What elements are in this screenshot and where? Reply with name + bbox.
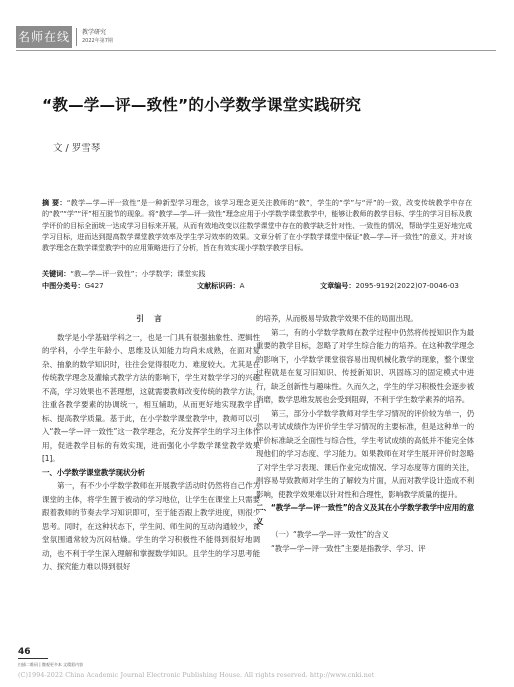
- copyright-notice: (C)1994-2022 China Academic Journal Electronic Publishing House. All rights reserved. http://www.cnki.net: [18, 672, 375, 679]
- paragraph-status-2: 第二，有的小学数学教师在教学过程中仍然将传授知识作为最重要的教学目标，忽略了对学生综合能力的培养。在这种教学理念的影响下，小学数学课堂很容易出现机械化教学的现象，整个课堂过程就是在复习旧知识、传授新知识、巩固练习的固定模式中进行，缺乏创新性与趣味性。久而久之，学生的学习积极性会逐步被消磨，数学思维发展也会受到阻碍，不利于学生数学素养的培养。: [256, 327, 474, 404]
- keywords-text: “教—学—评一致性”；小学数学；课堂实践: [70, 269, 206, 278]
- abstract-label: 摘 要：: [42, 198, 67, 207]
- header-issue: 2022年第7期: [82, 38, 113, 44]
- section-heading-1: 一、小学数学课堂教学现状分析: [42, 467, 145, 477]
- section-heading-intro: 引 言: [136, 314, 166, 323]
- article-number-label: 文章编号：: [320, 281, 356, 290]
- paragraph-status-3: 第三，部分小学数学教师对学生学习情况的评价较为单一，仍然以考试成绩作为评价学生学习情况的主要标准，但是这种单一的评价标准缺乏全面性与综合性，学生考试成绩的高低并不能完全体现他们的学习态度、学习能力。如果教师在对学生展开评价时忽略了对学生学习表现、课后作业完成情况、学习态度等方面的关注，则容易导致教师对学生的了解较为片面，从而对教学设计造成不利影响，使教学效果难以针对性和合理性，影响教学质量的提升。: [256, 408, 474, 499]
- header-divider: [76, 28, 77, 46]
- paragraph-status-1: 第一，有不少小学数学教师在开展教学活动时仍然将自己作为课堂的主体，将学生置于被动的学习地位，让学生在课堂上只需要跟着教师的节奏去学习知识即可，至于能否跟上教学进度，则很少思考。同时，在这种状态下，学生间、师生间的互动沟通较少，课堂氛围通常较为沉闷枯燥。学生的学习积极性不能得到很好地调动，也不利于学生深入理解和掌握数学知识。且学生的学习思考能力、探究能力难以得到很好: [42, 481, 260, 571]
- article-number: [320, 281, 459, 291]
- article-title: “教—学—评—致性”的小学数学课堂实践研究: [42, 96, 362, 114]
- code-value: A: [239, 281, 245, 290]
- page-number: 46: [18, 647, 31, 657]
- subsection-heading-2-1: （一）“教学—学—评一致性”的含义: [271, 530, 389, 539]
- article-meta: [42, 281, 472, 293]
- keywords-label: 关键词：: [42, 269, 71, 278]
- footer-qr-note: 扫描二维码 | 微观更多本 文精彩内容: [18, 662, 84, 667]
- keywords: [42, 269, 205, 279]
- clc-value: G427: [84, 281, 104, 290]
- article-number-value: 2095-9192(2022)07-0046-03: [355, 281, 459, 290]
- clc-number: [42, 281, 104, 291]
- header-column-name: 教学研究: [82, 29, 107, 36]
- code-label: 文献标识码：: [197, 281, 240, 290]
- right-column: [256, 312, 474, 555]
- header-rule: [16, 50, 496, 51]
- intro-paragraph: 数学是小学基础学科之一，也是一门具有很强抽象性、逻辑性的学科，小学生年龄小、思维及认知能力均尚未成熟，在面对复杂、抽象的数学知识时，往往会觉得很吃力、难度较大。尤其是在传统教学理念及灌输式教学方法的影响下，学生对数学学习的兴趣不高，学习效果也不甚理想，这就需要教师改变传统的教学方法，注重各教学要素的协调统一，相互辅助，从而更好地实现教学目标、提高教学质量。基于此，在小学数学课堂教学中，教师可以引入“教—学—评一致性”这一教学理念，充分发挥学生的学习主体作用，促进教学目标的有效实现，进而强化小学数学课堂教学效果[1]。: [42, 332, 260, 463]
- left-column: [42, 312, 260, 574]
- article-author: 文 / 罗雪琴: [53, 143, 101, 154]
- document-code: [197, 281, 244, 291]
- paragraph-continued: 的培养，从而极易导致教学效果不佳的局面出现。: [256, 314, 418, 323]
- footer-rule: [18, 658, 48, 659]
- abstract-text: “教学—学—评一致性”是一种新型学习理念，该学习理念更关注教师的“教”，学生的“学”与“评”的一致，改变传统教学中存在的“教”“学”“评”相互脱节的现象。将“教学—学—评一致性”理念应用于小学数学课堂教学中，能够让教师的教学目标、学生的学习目标及教学评价的目标全面统一达成学习目标来开展，从而有效地改变以往数学课堂中存在的教学缺乏针对性、一致性的情况，帮助学生更好地完成学习目标，进而达到提高数学课堂教学效率及学生学习效率的效果。文章分析了在小学数学课堂中保证“教—学—评一致性”的意义，并对该教学理念在数学课堂教学中的应用策略进行了分析，旨在有效实现小学数学教学目标。: [42, 198, 472, 253]
- paragraph-meaning: “教学—学—评一致性”主要是指教学、学习、评: [271, 543, 426, 553]
- clc-label: 中图分类号：: [42, 281, 85, 290]
- abstract: [42, 197, 472, 253]
- section-heading-2: 二、“教学—学—评一致性”的含义及其在小学数学教学中应用的意义: [256, 503, 474, 526]
- header-brand: 名师在线: [17, 30, 70, 44]
